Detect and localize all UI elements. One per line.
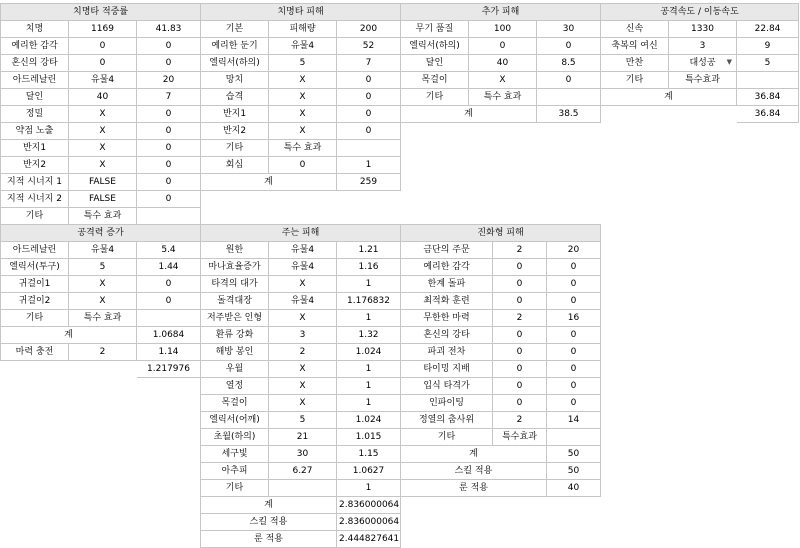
crit-damage-row [201, 21, 401, 38]
evolution-damage-row-label[interactable]: 한계 돌파 [401, 276, 493, 293]
evolution-damage-row [401, 412, 601, 429]
attack-increase-total[interactable]: 1.0684 [137, 327, 201, 344]
crit-rate-row-value[interactable]: 0 [137, 106, 201, 123]
crit-rate-row [1, 123, 201, 140]
mana-charge-input[interactable]: 2 [69, 344, 137, 361]
damage-dealt-row-value[interactable]: 1 [337, 310, 401, 327]
evolution-damage-row-value[interactable]: 14 [547, 412, 601, 429]
damage-dealt-row-label[interactable]: 저주받은 인형 [201, 310, 269, 327]
damage-dealt-row-value[interactable]: 1.0627 [337, 463, 401, 480]
extra-damage-row-value[interactable]: 0 [537, 72, 601, 89]
evolution-damage-sum-row [401, 480, 601, 497]
evolution-damage-row-value[interactable]: 0 [547, 293, 601, 310]
evolution-damage-row-input[interactable]: 0 [493, 327, 547, 344]
extra-damage-row [401, 89, 601, 106]
damage-dealt-row-label[interactable]: 세구빛 [201, 446, 269, 463]
damage-dealt-row-input[interactable] [269, 480, 337, 497]
crit-damage-row [201, 89, 401, 106]
damage-dealt-sum-row [201, 514, 401, 531]
crit-damage-row-input[interactable]: X [269, 89, 337, 106]
damage-dealt-row-input[interactable]: 2 [269, 344, 337, 361]
crit-rate-row [1, 174, 201, 191]
speed-total-label[interactable]: 계 [601, 89, 737, 106]
attack-increase-row-value[interactable]: 5.4 [137, 242, 201, 259]
damage-dealt-row-value[interactable]: 1.15 [337, 446, 401, 463]
evolution-damage-row-value[interactable]: 0 [547, 259, 601, 276]
crit-damage-row-label[interactable]: 회심 [201, 157, 269, 174]
crit-damage-row [201, 123, 401, 140]
attack-increase-row-label[interactable]: 엘릭서(투구) [1, 259, 69, 276]
damage-dealt-row-input[interactable]: 21 [269, 429, 337, 446]
crit-damage-row-value[interactable]: 52 [337, 38, 401, 55]
attack-increase-table [0, 224, 201, 378]
crit-rate-row-value[interactable]: 0 [137, 140, 201, 157]
damage-dealt-row-label[interactable]: 타격의 대가 [201, 276, 269, 293]
speed-total-2[interactable]: 36.84 [737, 106, 799, 123]
evolution-damage-row-label[interactable]: 정열의 춤사위 [401, 412, 493, 429]
damage-dealt-row [201, 344, 401, 361]
extra-damage-row-label[interactable]: 기타 [401, 89, 469, 106]
damage-dealt-table [200, 224, 401, 548]
crit-damage-row-label[interactable]: 엘릭서(하의) [201, 55, 269, 72]
damage-dealt-row-label[interactable]: 우월 [201, 361, 269, 378]
evolution-damage-title[interactable]: 진화형 피해 [401, 225, 601, 242]
damage-dealt-row-label[interactable]: 목걸이 [201, 395, 269, 412]
crit-rate-row-value[interactable]: 0 [137, 38, 201, 55]
attack-increase-row-label[interactable]: 아드레날린 [1, 242, 69, 259]
damage-dealt-row [201, 378, 401, 395]
crit-damage-row-label[interactable]: 습격 [201, 89, 269, 106]
crit-rate-row-input[interactable]: X [69, 140, 137, 157]
crit-rate-row [1, 55, 201, 72]
crit-rate-row-input[interactable]: FALSE [69, 191, 137, 208]
attack-increase-row-input[interactable]: X [69, 276, 137, 293]
damage-dealt-sum-label[interactable]: 스킬 적용 [201, 514, 337, 531]
blank-cell [601, 106, 737, 123]
evolution-damage-row-input[interactable]: 0 [493, 293, 547, 310]
crit-damage-row-input[interactable]: 5 [269, 55, 337, 72]
attack-increase-row [1, 259, 201, 276]
crit-rate-row [1, 208, 201, 225]
extra-damage-row-input[interactable]: 40 [469, 55, 537, 72]
chevron-down-icon: ▼ [726, 58, 732, 66]
damage-dealt-row [201, 361, 401, 378]
crit-damage-row-value[interactable] [337, 140, 401, 157]
evolution-damage-row-input[interactable]: 0 [493, 361, 547, 378]
crit-rate-row [1, 72, 201, 89]
crit-rate-row-value[interactable]: 0 [137, 55, 201, 72]
extra-damage-row-input[interactable]: X [469, 72, 537, 89]
speed-row-input[interactable]: 특수효과 [669, 72, 737, 89]
extra-damage-row [401, 55, 601, 72]
extra-damage-row [401, 21, 601, 38]
extra-damage-row [401, 72, 601, 89]
crit-damage-row [201, 55, 401, 72]
extra-damage-row-input[interactable]: 100 [469, 21, 537, 38]
attack-increase-row-value[interactable]: 0 [137, 276, 201, 293]
speed-row-label[interactable]: 기타 [601, 72, 669, 89]
damage-dealt-row-label[interactable]: 기타 [201, 480, 269, 497]
crit-rate-row-label[interactable]: 정밀 [1, 106, 69, 123]
damage-dealt-row-input[interactable]: 3 [269, 327, 337, 344]
damage-dealt-row-value[interactable]: 1.176832 [337, 293, 401, 310]
damage-dealt-row [201, 293, 401, 310]
evolution-damage-row-input[interactable]: 2 [493, 412, 547, 429]
crit-rate-row-input[interactable]: X [69, 157, 137, 174]
attack-increase-row-label[interactable]: 귀걸이2 [1, 293, 69, 310]
evolution-damage-row [401, 395, 601, 412]
crit-rate-row-value[interactable]: 41.83 [137, 21, 201, 38]
evolution-damage-row-label[interactable]: 타이밍 지배 [401, 361, 493, 378]
evolution-damage-row-value[interactable]: 0 [547, 395, 601, 412]
damage-dealt-row [201, 463, 401, 480]
crit-rate-row-input[interactable]: 1169 [69, 21, 137, 38]
crit-damage-row-value[interactable]: 1 [337, 157, 401, 174]
extra-damage-title[interactable]: 추가 피해 [401, 4, 601, 21]
damage-dealt-sum-value[interactable]: 2.836000064 [337, 497, 401, 514]
damage-dealt-row-input[interactable]: 유물4 [269, 259, 337, 276]
crit-rate-row-label[interactable]: 반지2 [1, 157, 69, 174]
evolution-damage-sum-value[interactable]: 50 [547, 463, 601, 480]
damage-dealt-row-value[interactable]: 1.024 [337, 412, 401, 429]
crit-rate-row [1, 21, 201, 38]
evolution-damage-row-input[interactable]: 0 [493, 378, 547, 395]
crit-rate-row-label[interactable]: 달인 [1, 89, 69, 106]
damage-dealt-row-input[interactable]: X [269, 361, 337, 378]
extra-damage-row-label[interactable]: 무기 품질 [401, 21, 469, 38]
crit-rate-row-label[interactable]: 치명 [1, 21, 69, 38]
crit-damage-row-value[interactable]: 0 [337, 106, 401, 123]
speed-row-label[interactable]: 축복의 여신 [601, 38, 669, 55]
evolution-damage-row-label[interactable]: 혼신의 강타 [401, 327, 493, 344]
evolution-damage-row [401, 259, 601, 276]
extra-damage-row-label[interactable]: 목걸이 [401, 72, 469, 89]
speed-row-label[interactable]: 신속 [601, 21, 669, 38]
evolution-damage-row-value[interactable]: 16 [547, 310, 601, 327]
crit-rate-row-label[interactable]: 약점 노출 [1, 123, 69, 140]
damage-dealt-row [201, 446, 401, 463]
evolution-damage-row-value[interactable]: 20 [547, 242, 601, 259]
crit-damage-row-input[interactable]: 0 [269, 157, 337, 174]
crit-rate-row [1, 106, 201, 123]
evolution-damage-row-input[interactable]: 특수효과 [493, 429, 547, 446]
damage-dealt-row [201, 327, 401, 344]
attack-increase-total-label[interactable]: 계 [1, 327, 137, 344]
crit-damage-row-input[interactable]: 특수 효과 [269, 140, 337, 157]
crit-damage-row-label[interactable]: 반지1 [201, 106, 269, 123]
damage-dealt-row-label[interactable]: 돌격대장 [201, 293, 269, 310]
crit-damage-total[interactable]: 259 [337, 174, 401, 191]
attack-increase-row-value[interactable] [137, 310, 201, 327]
damage-dealt-row-value[interactable]: 1.015 [337, 429, 401, 446]
crit-rate-row-input[interactable]: FALSE [69, 174, 137, 191]
crit-rate-row-value[interactable]: 7 [137, 89, 201, 106]
damage-dealt-row [201, 480, 401, 497]
evolution-damage-row-input[interactable]: 0 [493, 395, 547, 412]
speed-row-label[interactable]: 만찬 [601, 55, 669, 72]
attack-increase-row [1, 276, 201, 293]
attack-increase-row-value[interactable]: 1.44 [137, 259, 201, 276]
extra-damage-total-label[interactable]: 계 [401, 106, 537, 123]
speed-row-value[interactable]: 5 [737, 55, 799, 72]
crit-rate-row-label[interactable]: 지적 시너지 1 [1, 174, 69, 191]
damage-dealt-row-input[interactable]: X [269, 395, 337, 412]
evolution-damage-row [401, 344, 601, 361]
damage-dealt-row-label[interactable]: 원한 [201, 242, 269, 259]
speed-row-value[interactable]: 22.84 [737, 21, 799, 38]
damage-dealt-row-value[interactable]: 1 [337, 276, 401, 293]
damage-dealt-sum-row [201, 531, 401, 548]
evolution-damage-row-label[interactable]: 파괴 전차 [401, 344, 493, 361]
evolution-damage-row [401, 310, 601, 327]
crit-damage-row-input[interactable]: X [269, 123, 337, 140]
crit-damage-row-value[interactable]: 0 [337, 89, 401, 106]
damage-dealt-sum-value[interactable]: 2.836000064 [337, 514, 401, 531]
crit-rate-row [1, 191, 201, 208]
crit-damage-row-value[interactable]: 0 [337, 123, 401, 140]
damage-dealt-sum-label[interactable]: 계 [201, 497, 337, 514]
crit-rate-row-label[interactable]: 혼신의 강타 [1, 55, 69, 72]
extra-damage-total[interactable]: 38.5 [537, 106, 601, 123]
damage-dealt-row-input[interactable]: 유물4 [269, 293, 337, 310]
evolution-damage-row-input[interactable]: 2 [493, 310, 547, 327]
mana-charge-value[interactable]: 1.14 [137, 344, 201, 361]
attack-increase-row-input[interactable]: X [69, 293, 137, 310]
speed-row-input[interactable]: 3 [669, 38, 737, 55]
crit-rate-row-label[interactable]: 지적 시너지 2 [1, 191, 69, 208]
damage-dealt-row [201, 242, 401, 259]
damage-dealt-row-label[interactable]: 초월(하의) [201, 429, 269, 446]
crit-damage-row-input[interactable]: 유물4 [269, 38, 337, 55]
evolution-damage-row-input[interactable]: 0 [493, 259, 547, 276]
damage-dealt-row [201, 276, 401, 293]
crit-damage-row-value[interactable]: 200 [337, 21, 401, 38]
extra-damage-row-input[interactable]: 특수 효과 [469, 89, 537, 106]
crit-damage-row-label[interactable]: 기본 [201, 21, 269, 38]
evolution-damage-sum-label[interactable]: 룬 적용 [401, 480, 547, 497]
crit-damage-row-label[interactable]: 망치 [201, 72, 269, 89]
crit-damage-row [201, 72, 401, 89]
damage-dealt-row-input[interactable]: X [269, 310, 337, 327]
attack-increase-row-input[interactable]: 5 [69, 259, 137, 276]
crit-rate-row-input[interactable]: 40 [69, 89, 137, 106]
damage-dealt-row [201, 429, 401, 446]
damage-dealt-row-value[interactable]: 1 [337, 378, 401, 395]
crit-rate-row-value[interactable] [137, 208, 201, 225]
damage-dealt-row-input[interactable]: 30 [269, 446, 337, 463]
evolution-damage-row-value[interactable]: 0 [547, 344, 601, 361]
evolution-damage-row [401, 327, 601, 344]
attack-increase-row-label[interactable]: 기타 [1, 310, 69, 327]
crit-rate-title[interactable]: 치명타 적중률 [1, 4, 201, 21]
crit-damage-row-input[interactable]: X [269, 106, 337, 123]
crit-rate-row [1, 89, 201, 106]
crit-rate-row [1, 140, 201, 157]
feast-dropdown-value: 대성공 [689, 57, 716, 68]
evolution-damage-row-input[interactable]: 2 [493, 242, 547, 259]
crit-rate-row [1, 157, 201, 174]
crit-rate-row-value[interactable]: 0 [137, 123, 201, 140]
crit-damage-row [201, 157, 401, 174]
speed-row-value[interactable]: 9 [737, 38, 799, 55]
speed-table [600, 3, 799, 123]
attack-increase-row [1, 242, 201, 259]
damage-dealt-row-label[interactable]: 해방 봉인 [201, 344, 269, 361]
evolution-damage-row-label[interactable]: 기타 [401, 429, 493, 446]
speed-row-value[interactable] [737, 72, 799, 89]
evolution-damage-row [401, 378, 601, 395]
evolution-damage-row-label[interactable]: 무한한 마력 [401, 310, 493, 327]
crit-rate-row-input[interactable]: X [69, 106, 137, 123]
crit-rate-row-input[interactable]: 유물4 [69, 72, 137, 89]
extra-damage-row-value[interactable]: 0 [537, 38, 601, 55]
extra-damage-row [401, 38, 601, 55]
evolution-damage-row-label[interactable]: 인파이팅 [401, 395, 493, 412]
crit-damage-table [200, 3, 401, 191]
evolution-damage-row-value[interactable] [547, 429, 601, 446]
blank-cell [1, 361, 137, 378]
damage-dealt-row-input[interactable]: X [269, 378, 337, 395]
crit-damage-total-label[interactable]: 계 [201, 174, 337, 191]
evolution-damage-sum-label[interactable]: 스킬 적용 [401, 463, 547, 480]
crit-rate-row-value[interactable]: 0 [137, 157, 201, 174]
crit-damage-row [201, 38, 401, 55]
evolution-damage-row [401, 361, 601, 378]
crit-rate-row [1, 38, 201, 55]
evolution-damage-row-value[interactable]: 0 [547, 361, 601, 378]
crit-rate-row-input[interactable]: 0 [69, 55, 137, 72]
attack-increase-row-value[interactable]: 0 [137, 293, 201, 310]
crit-rate-row-label[interactable]: 반지1 [1, 140, 69, 157]
damage-dealt-row [201, 395, 401, 412]
damage-dealt-sum-label[interactable]: 룬 적용 [201, 531, 337, 548]
crit-rate-row-label[interactable]: 아드레날린 [1, 72, 69, 89]
crit-rate-row-value[interactable]: 0 [137, 174, 201, 191]
speed-row-input[interactable]: 1330 [669, 21, 737, 38]
damage-dealt-sum-value[interactable]: 2.444827641 [337, 531, 401, 548]
evolution-damage-row-value[interactable]: 0 [547, 327, 601, 344]
attack-increase-row-input[interactable]: 유물4 [69, 242, 137, 259]
attack-increase-final[interactable]: 1.217976 [137, 361, 201, 378]
crit-damage-row [201, 140, 401, 157]
crit-rate-row-value[interactable]: 20 [137, 72, 201, 89]
speed-title[interactable]: 공격속도 / 이동속도 [601, 4, 799, 21]
damage-dealt-row-value[interactable]: 1.21 [337, 242, 401, 259]
attack-increase-row [1, 293, 201, 310]
crit-damage-row-label[interactable]: 기타 [201, 140, 269, 157]
evolution-damage-row-label[interactable]: 입식 타격가 [401, 378, 493, 395]
damage-dealt-row [201, 259, 401, 276]
extra-damage-row-label[interactable]: 엘릭서(하의) [401, 38, 469, 55]
extra-damage-row-input[interactable]: 0 [469, 38, 537, 55]
damage-dealt-row-input[interactable]: 유물4 [269, 242, 337, 259]
crit-rate-row-value[interactable]: 0 [137, 191, 201, 208]
crit-damage-row-value[interactable]: 0 [337, 72, 401, 89]
evolution-damage-table [400, 224, 601, 497]
damage-dealt-row [201, 310, 401, 327]
damage-dealt-row-value[interactable]: 1 [337, 480, 401, 497]
extra-damage-row-label[interactable]: 달인 [401, 55, 469, 72]
evolution-damage-row-label[interactable]: 최적화 훈련 [401, 293, 493, 310]
crit-rate-row-input[interactable]: 특수 효과 [69, 208, 137, 225]
damage-dealt-row-value[interactable]: 1 [337, 395, 401, 412]
damage-dealt-row-input[interactable]: 5 [269, 412, 337, 429]
damage-dealt-row-label[interactable]: 아추피 [201, 463, 269, 480]
evolution-damage-sum-row [401, 446, 601, 463]
extra-damage-row-value[interactable]: 8.5 [537, 55, 601, 72]
extra-damage-row-value[interactable] [537, 89, 601, 106]
evolution-damage-row-label[interactable]: 금단의 주문 [401, 242, 493, 259]
crit-rate-row-label[interactable]: 예리한 감각 [1, 38, 69, 55]
evolution-damage-row-label[interactable]: 예리한 감각 [401, 259, 493, 276]
damage-dealt-row [201, 412, 401, 429]
evolution-damage-row [401, 276, 601, 293]
damage-dealt-row-input[interactable]: 6.27 [269, 463, 337, 480]
crit-damage-row-input[interactable]: 피해량 [269, 21, 337, 38]
speed-total[interactable]: 36.84 [737, 89, 799, 106]
evolution-damage-sum-value[interactable]: 50 [547, 446, 601, 463]
crit-rate-row-input[interactable]: 0 [69, 38, 137, 55]
damage-dealt-row-label[interactable]: 열정 [201, 378, 269, 395]
evolution-damage-sum-value[interactable]: 40 [547, 480, 601, 497]
crit-damage-row [201, 106, 401, 123]
crit-damage-row-value[interactable]: 7 [337, 55, 401, 72]
attack-increase-row-input[interactable]: 특수 효과 [69, 310, 137, 327]
damage-dealt-row-label[interactable]: 엘릭서(어깨) [201, 412, 269, 429]
damage-dealt-row-label[interactable]: 환류 강화 [201, 327, 269, 344]
evolution-damage-row-value[interactable]: 0 [547, 276, 601, 293]
evolution-damage-row-input[interactable]: 0 [493, 344, 547, 361]
damage-dealt-row-label[interactable]: 마나효율증가 [201, 259, 269, 276]
crit-damage-title[interactable]: 치명타 피해 [201, 4, 401, 21]
crit-damage-row-label[interactable]: 예리한 둔기 [201, 38, 269, 55]
attack-increase-row-label[interactable]: 귀걸이1 [1, 276, 69, 293]
evolution-damage-sum-label[interactable]: 계 [401, 446, 547, 463]
crit-damage-row-input[interactable]: X [269, 72, 337, 89]
crit-rate-table [0, 3, 201, 242]
evolution-damage-sum-row [401, 463, 601, 480]
attack-increase-title[interactable]: 공격력 증가 [1, 225, 201, 242]
evolution-damage-row-value[interactable]: 0 [547, 378, 601, 395]
damage-dealt-title[interactable]: 주는 피해 [201, 225, 401, 242]
feast-dropdown[interactable] [669, 55, 737, 72]
evolution-damage-row [401, 293, 601, 310]
evolution-damage-row [401, 429, 601, 446]
extra-damage-table [400, 3, 601, 123]
damage-dealt-sum-row [201, 497, 401, 514]
damage-dealt-row-input[interactable]: X [269, 276, 337, 293]
crit-damage-row-label[interactable]: 반지2 [201, 123, 269, 140]
extra-damage-row-value[interactable]: 30 [537, 21, 601, 38]
damage-dealt-row-value[interactable]: 1 [337, 361, 401, 378]
evolution-damage-row-input[interactable]: 0 [493, 276, 547, 293]
crit-rate-row-label[interactable]: 기타 [1, 208, 69, 225]
evolution-damage-row [401, 242, 601, 259]
damage-dealt-row-value[interactable]: 1.024 [337, 344, 401, 361]
mana-charge-label[interactable]: 마력 충전 [1, 344, 69, 361]
damage-dealt-row-value[interactable]: 1.16 [337, 259, 401, 276]
attack-increase-row [1, 310, 201, 327]
damage-dealt-row-value[interactable]: 1.32 [337, 327, 401, 344]
crit-rate-row-input[interactable]: X [69, 123, 137, 140]
